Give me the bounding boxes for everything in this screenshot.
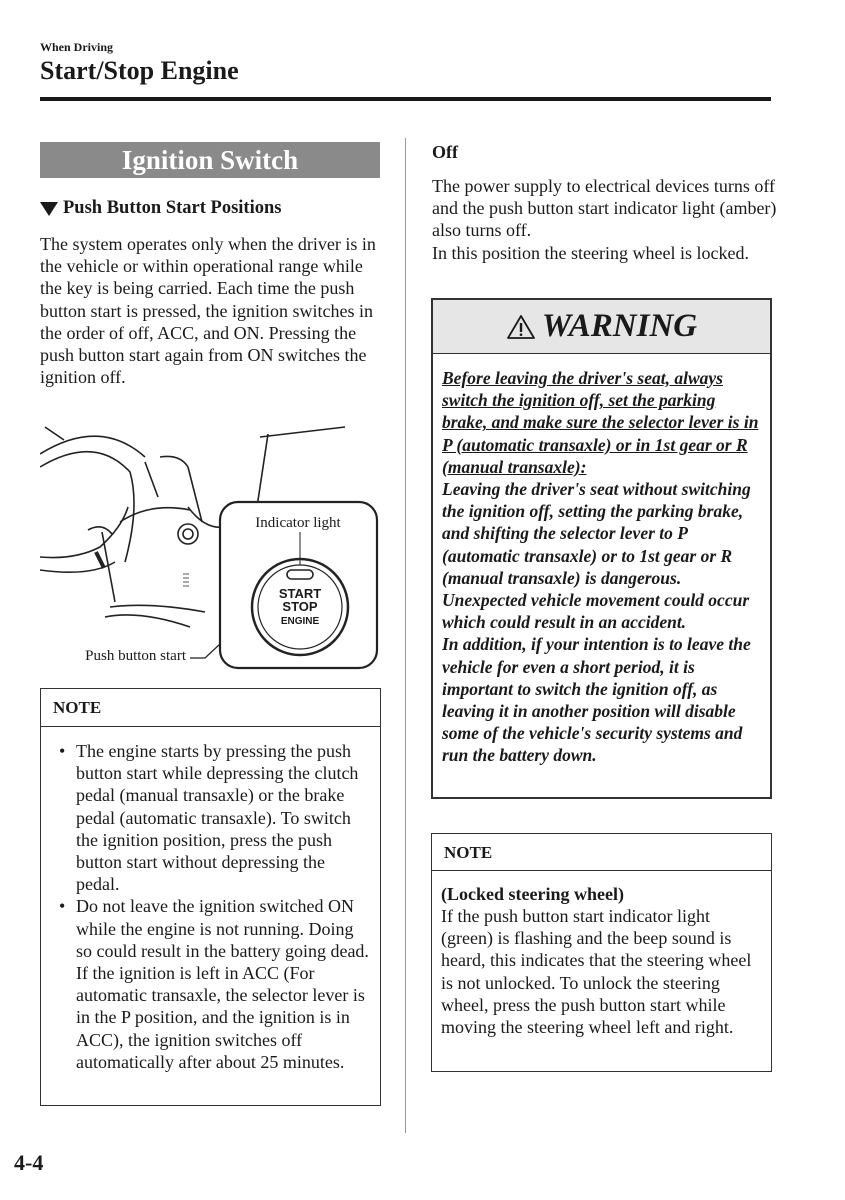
chapter-label: When Driving [40, 40, 114, 54]
button-text-start: START [278, 586, 322, 601]
subheading-text: Push Button Start Positions [63, 198, 282, 218]
bullet: • [59, 896, 66, 917]
push-button-figure [40, 412, 380, 672]
note-text: If the push button start indicator light (green) is flashing and the beep sound is heard, this indicates that the steering wheel is not unlocked. To unlock the steering wheel, press the push button start while moving the steering wheel left and right. [441, 906, 752, 1038]
section-banner: Ignition Switch [40, 142, 380, 178]
warning-body [433, 354, 770, 767]
indicator-light-label: Indicator light [255, 515, 341, 531]
warning-text-2: In addition, if your intention is to leave the vehicle for even a short period, it is important to switch the ignition off, as leaving it in another position will disable some of the vehicle's security systems and run the battery down. [442, 634, 751, 766]
triangle-down-icon [40, 202, 58, 216]
note-list [41, 727, 380, 1073]
warning-underlined-text: Before leaving the driver's seat, always switch the ignition off, set the parking brake, and make sure the selector lever is in P (automatic transaxle) or in 1st gear or R (manual transaxle): [442, 368, 759, 477]
push-button-label: Push button start [85, 648, 186, 664]
list-item-text: Do not leave the ignition switched ON while the engine is not running. Doing so could result in the battery going dead. If the ignition is left in ACC (For automatic transaxle, the selector lever is in the P position, and the ignition is in ACC), the ignition switches off automatically after about 25 minutes. [76, 896, 369, 1072]
warning-header [433, 300, 770, 354]
button-text-engine: ENGINE [280, 616, 320, 627]
warning-triangle-icon [506, 314, 536, 340]
dashboard-illustration [40, 412, 380, 672]
intro-paragraph: The system operates only when the driver is in the vehicle or within operational range while the key is being carried. Each time the push button start is pressed, the ignition switches in the order of off, ACC, and ON. Pressing the push button start again from ON switches the ignition off. [40, 234, 376, 388]
column-divider [405, 138, 406, 1133]
page-title: Start/Stop Engine [40, 56, 239, 85]
off-paragraph [432, 175, 777, 264]
note-box-right [431, 833, 772, 1072]
bullet: • [59, 741, 66, 761]
list-item-text: The engine starts by pressing the push button start while depressing the clutch pedal (manual transaxle) or the brake pedal (automatic transaxle). To switch the ignition position, press the push button start without depressing the pedal. [76, 741, 359, 895]
note-subtitle: (Locked steering wheel) [441, 884, 624, 904]
list-item [55, 740, 372, 895]
note-box-left [40, 688, 381, 1106]
off-paragraph-text-2: In this position the steering wheel is locked. [432, 242, 749, 263]
off-paragraph-text: The power supply to electrical devices turns off and the push button start indicator light (amber) also turns off. [432, 176, 777, 241]
list-item [55, 895, 372, 1073]
note-title: NOTE [432, 834, 771, 871]
subheading [40, 198, 281, 219]
button-text-stop: STOP [282, 599, 318, 614]
warning-box [431, 298, 772, 799]
page-number: 4-4 [14, 1150, 44, 1175]
header-rule [40, 97, 771, 101]
off-heading: Off [432, 142, 458, 162]
warning-title: WARNING [541, 308, 698, 344]
note-title: NOTE [41, 689, 380, 727]
warning-text: Leaving the driver's seat without switching the ignition off, setting the parking brake, and shifting the selector lever to P (automatic transaxle) or to 1st gear or R (manual transaxle) is dangerous. Unexpected vehicle movement could occur which could result in an accident. [442, 479, 751, 633]
